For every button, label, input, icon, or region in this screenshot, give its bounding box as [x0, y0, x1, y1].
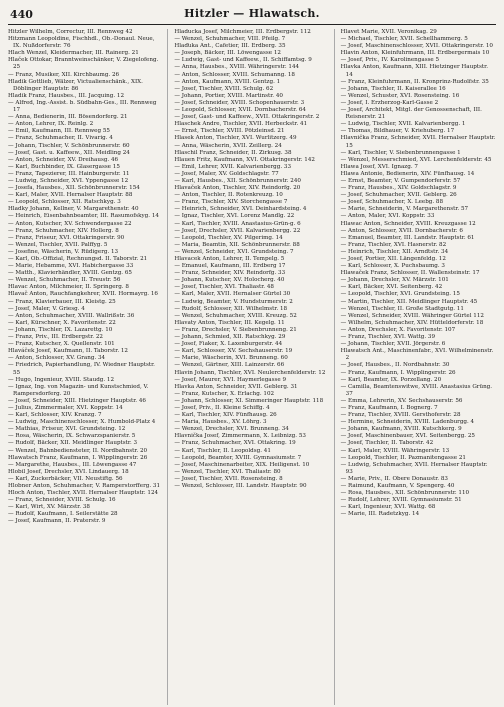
- directory-entry: — Karl, Hausbes., XII. Schönbrunnerstr. 240: [174, 177, 301, 184]
- directory-entry: Hladucka Josef, Milchmeier, III. Erdbergstr. 112: [174, 29, 311, 35]
- directory-entry: — Franz, Kaufmann, I. Wipplingerstr. 26: [340, 369, 456, 376]
- directory-entry: — Marie, Wäscherin, XVI. Brunneng. 60: [174, 355, 288, 362]
- directory-entry: — Karl, Buchbinder, IX. Glasergasse 15: [8, 163, 120, 170]
- directory-entry: — Matth., Klavierhändler, XVIII. Gentzg. 65: [8, 270, 132, 277]
- directory-entry: — Wenzel, Messerschmied, XVI. Lerchenfelderstr. 45: [340, 156, 492, 163]
- directory-entry: Hitzmann Leopoldine, Fischhdl., Ob.-Donaul. Neue, IX. Nußdorferstr. 76: [8, 36, 155, 50]
- column-middle: [174, 29, 334, 705]
- directory-entry: — Rudolf, Lehrer, XVIII. Gymnasiumstr. 51: [340, 497, 462, 504]
- directory-entry: — Wenzel, Schuhmacher, II. Treustr. 56: [8, 277, 121, 284]
- directory-entry: — Wenzel, Gärtner, XIII. Lainzerstr. 66: [174, 362, 285, 369]
- directory-entry: — Heinrich, Eisenbahnbeamter, III. Rasumofskyg. 14: [8, 213, 159, 220]
- directory-entry: — Franz, Hausbes., XIV. Goldschlagstr. 9: [340, 185, 457, 192]
- directory-entry: — Johann, Schlosser, XI. Simmeringer Hauptstr. 118: [174, 397, 324, 404]
- directory-entry: — Karl, Tischler, XVIII. Anastasius-Grün-g. 6: [174, 220, 301, 227]
- directory-entry: — Karl, Ob.-Offizial, Rechnungsd. II. Taborstr. 21: [8, 256, 148, 262]
- directory-entry: — Leopold, Tischler, II. Pazmanitengasse 21: [340, 454, 466, 461]
- directory-entry: — Martin, Tischler, XII. Meidlinger Hauptstr. 45: [340, 298, 478, 305]
- directory-entry: — Karl, Bäcker, XVI. Seitenberg. 42: [340, 284, 443, 291]
- directory-entry: — Emma, Lehrerin, XV. Sechshauserstr. 56: [340, 397, 463, 404]
- directory-entry: Hlaschil Franz, Schneider, II. Zirkusg. 38: [174, 149, 292, 156]
- directory-entry: — Franz, Tischler, XIV. Storchengasse 7: [174, 199, 288, 206]
- directory-entry: — Josef, Tischler, XVI. Thaliastr. 48: [174, 284, 274, 291]
- directory-entry: — Josef, Tischler, II. Taborstr. 42: [340, 440, 434, 447]
- directory-entry: — Ludwig, Tischler, XVII. Kalvarienbergg. 1: [340, 121, 466, 128]
- directory-entry: — Franz, Priv., III. Erdbergstr. 22: [8, 334, 103, 341]
- directory-entry: — Franz, Klavierbauer, III. Kleistg. 25: [8, 298, 116, 305]
- directory-entry: — Ludwig, Beamter, V. Hundsturmerstr. 2: [174, 298, 293, 305]
- directory-entry: Hlaček Ottokar, Branntweinschänker, V. Ziegelofeng. 25: [8, 57, 159, 71]
- directory-entry: — Josef, Maler, XV. Goldschlagstr. 77: [174, 170, 279, 177]
- directory-entry: — Wenzel, Schlosser, III. Landstr. Hauptstr. 90: [174, 483, 307, 489]
- directory-entry: — Johann, Drechsler, XV. Märzstr. 101: [340, 277, 449, 284]
- directory-entry: Hladky Johann, Kellner, V. Margarethenstr. 40: [8, 206, 139, 213]
- directory-entry: Hlavnička Josef, Zimmermann, X. Leibnizg. 53: [174, 433, 306, 440]
- directory-entry: — Wenzel, Schuhmacher, VIII. Pfeilg. 7: [174, 36, 286, 43]
- column-right: [341, 29, 496, 705]
- directory-entry: — Julius, Zimmermaler, XVI. Koppstr. 14: [8, 404, 123, 411]
- directory-entry: — Josef, Architekt, Mitgl. der Genossenschaft, III. Reisnerstr. 21: [340, 107, 482, 121]
- directory-entry: Hlavač Anton, Rauchfangkehrer, XVII. Hormayrg. 16: [8, 291, 158, 298]
- directory-entry: — Anton, Schuhmacher, XVIII. Wallrißstr. 36: [8, 312, 135, 319]
- directory-entry: — Franz, Schuhmacher, II. Vivarig. 4: [8, 135, 113, 142]
- directory-entry: — Margarethe, Hausbes., III. Löwengasse 47: [8, 461, 137, 468]
- directory-entry: — Wenzel, Schneider, XVIII. Währinger Gürtel 112: [340, 312, 484, 319]
- directory-entry: — Josef, Schuhmacher, XVII. Geblerg. 26: [340, 192, 457, 199]
- directory-entry: — Rosa, Wäscherin, IX. Schwarzspanierstr. 5: [8, 433, 136, 440]
- directory-entry: — Heinrich, Tischler, XII. Arndtstr. 34: [340, 248, 449, 255]
- directory-entry: — Karl, Kürschner, X. Favoritenstr. 22: [8, 319, 116, 326]
- directory-entry: Hlawa Antonie, Bedienerin, XIV. Fünfhausg. 14: [340, 170, 475, 177]
- directory-entry: — Josef, Maschinenarbeiter, XIX. Heiligenst. 10: [174, 461, 310, 468]
- directory-entry: — Anton, Drechsler, X. Favoritenstr. 107: [340, 326, 456, 333]
- directory-entry: — Ludwig, Maschinenschlosser, X. Humbold-Platz 4: [8, 419, 156, 426]
- directory-entry: — Ignaz, Tischler, XVI. Lorenz Mandlg. 22: [174, 213, 295, 220]
- directory-entry: — Josef, Maschinenbauer, XVI. Seitenbergg. 25: [340, 433, 475, 440]
- directory-entry: — Ludwig, Gast- und Kaffeew., II. Schiffamtsg. 9: [174, 57, 312, 64]
- directory-entry: Hlavka Anton, Kaufmann, XIII. Hietzinger Hauptstr. 14: [340, 64, 488, 78]
- directory-entry: — Franz, Schuhmacher, XVI. Ottakring. 19: [174, 440, 296, 447]
- directory-entry: Hlaschek Andre, Tischler, XVII. Herbeckstr. 41: [174, 121, 308, 128]
- directory-entry: — Johann, Portier, XVIII. Martinstr. 40: [174, 92, 283, 99]
- directory-entry: — Johann, Schmied, XII. Ratschkyg. 29: [174, 334, 286, 341]
- directory-entry: — Josefa, Hausbes., XII. Schönbrunnerstr. 154: [8, 185, 140, 192]
- directory-entry: — Hermine, Schneiderin, XVIII. Ladenburgg. 4: [340, 419, 475, 426]
- directory-entry: — Emil, Kaufmann, III. Rennweg 55: [8, 128, 110, 135]
- directory-entry: — Wilhelm, Schuhmacher, XIV. Hütteldorferstr. 18: [340, 319, 484, 326]
- directory-entry: — Anton, Lehrer, IX. Reinlg. 2: [8, 121, 94, 128]
- directory-entry: — Emil, Lehrer, XVII. Kalvarienbergg. 33: [174, 163, 292, 170]
- directory-entry: Hlawac Anton, Schneider, XVIII. Kreuzgasse 12: [340, 220, 476, 227]
- directory-entry: — Josef, Drechsler, XVII. Kalvarienbergg. 22: [174, 227, 301, 234]
- directory-entry: — Karl, Maler, XVII. Hernalser Gürtel 30: [174, 291, 291, 298]
- directory-entry: — Karl, Tischler, II. Leopoldsg. 41: [174, 447, 271, 454]
- directory-entry: — Anton, Kutscher, XV. Schwendergasse 22: [8, 220, 132, 227]
- directory-entry: — Mathias, Friseur, XVI. Grundsteing. 12: [8, 426, 126, 433]
- directory-entry: — Wenzel, Schneider, XVI. Grundsteing. 7: [174, 248, 294, 255]
- directory-entry: — Franz, Kaufmann, I. Bognerg. 7: [340, 404, 438, 411]
- directory-entry: Hlavka Anton, Schneider, XVII. Geblerg. 31: [174, 383, 298, 390]
- directory-entry: — Anton, Schlosser, XVIII. Schumanng. 18: [174, 71, 295, 78]
- directory-entry: — Ludwig, Schuhmacher, XVII. Hernalser Hauptstr. 93: [340, 461, 488, 475]
- directory-entry: — Anton, Tischler, II. Rotenkreuzg. 10: [174, 192, 283, 199]
- directory-entry: — Josef, Fiaker, X. Laxenburgerstr. 44: [174, 341, 283, 348]
- directory-entry: — Franz, Tischler, XVI. Wattg. 39: [340, 334, 436, 341]
- directory-entry: — Leopold, Beamter, XVIII. Gymnasiumstr. 7: [174, 454, 302, 461]
- directory-entry: — Ludwig, Schneider, XVI. Yppengasse 12: [8, 177, 129, 184]
- directory-entry: — Franz, Tapezierer, III. Hainburgerstr. 11: [8, 170, 130, 177]
- directory-entry: Hlavin Johann, Tischler, XVI. Neulerchenfelderstr. 12: [174, 369, 326, 376]
- directory-entry: — Anton, Schlosser, XV. Grang. 34: [8, 355, 106, 362]
- directory-entry: — Heinrich, Schneider, XVI. Deinhardsteing. 4: [174, 206, 307, 213]
- directory-entry: Hlawa Josef, XVI. Ignazg. 7: [340, 163, 418, 170]
- directory-entry: — Leopold, Schlosser, XII. Ratschkyg. 3: [8, 199, 121, 206]
- directory-entry: — Karl, Tischler, XIV. Fünfhausg. 26: [174, 412, 277, 419]
- directory-entry: — Karl, Beamter, IX. Porzellang. 20: [340, 376, 442, 383]
- directory-entry: — Anton, Maler, XVI. Koppstr. 33: [340, 213, 435, 220]
- directory-entry: — Josef, Priv., IV. Karolinengasse 5: [340, 57, 440, 64]
- directory-entry: Hladik Franz, Hausbes., III. Jacquing. 12: [8, 92, 125, 99]
- directory-entry: — Ignaz, Ing. von Magazin- und Kunstschmied, V. Rampersdorferg. 20: [8, 383, 149, 397]
- directory-entry: Hlach Wenzel, Kleidermacher, III. Rainerg. 21: [8, 50, 139, 57]
- directory-entry: Hlasek Anton, Tischler, XVI. Wurlitzerg. 49: [174, 135, 297, 142]
- directory-entry: — Rudolf, Kaufmann, I. Seilerstätte 28: [8, 511, 118, 518]
- directory-entry: — Rudolf, Schlosser, XII. Wilhelmstr. 18: [174, 305, 288, 312]
- directory-entry: — Leopold, Schlosser, XVII. Dornbacherstr. 64: [174, 107, 306, 114]
- directory-entry: — Johann, Kutscher, XV. Holocherg. 40: [174, 277, 285, 284]
- directory-entry: — Joseph, Bäcker, III. Löwengasse 12: [174, 50, 281, 57]
- directory-entry: Hlawatsch Franz, Kaufmann, I. Wipplingerstr. 26: [8, 454, 148, 461]
- directory-entry: — Johann, Tischler, XVII. Jörgerstr. 6: [340, 341, 446, 348]
- directory-entry: — Karl, Maler, XVII. Hernalser Hauptstr. 88: [8, 192, 133, 199]
- directory-entry: — Wenzel, Drechsler, XVI. Brunneng. 34: [174, 426, 289, 433]
- directory-entry: — Karl, Tischler, V. Siebenbrunnengasse 1: [340, 149, 461, 156]
- directory-entry: — Ernst, Beamter, V. Gumpendorferstr. 57: [340, 177, 461, 184]
- directory-entry: — Raimund, Kaufmann, V. Spengerg. 40: [340, 483, 455, 489]
- directory-entry: — Leopold, Tischler, XV. Pilgerimg. 14: [174, 234, 283, 241]
- directory-columns: [8, 29, 496, 705]
- directory-entry: — Josef, Tischler, XVII. Rosensteing. 8: [174, 475, 283, 482]
- directory-entry: — Josef, Maler, V. Griesg. 4: [8, 305, 85, 312]
- directory-entry: — Josef, Schneider, XVIII. Schopenhauerstr. 3: [174, 99, 305, 106]
- directory-entry: Hlavnička Franz, Schneider, XVII. Hernalser Hauptstr. 15: [340, 135, 496, 149]
- directory-entry: — Josef, Tischler, XVIII. Schulg. 62: [174, 85, 274, 92]
- directory-entry: Hladik Gottlieb, Wälzer, Victualienschänk., XIX. Döblinger Hauptstr. 86: [8, 78, 143, 92]
- directory-entry: — Camilla, Beamtenswitwe, XVIII. Anastasius Grüng. 37: [340, 383, 493, 397]
- directory-entry: — Anna, Bedienerin, III. Bösendorferg. 21: [8, 114, 128, 121]
- directory-entry: — Wenzel, Schuhmacher, XVIII. Kreuzg. 52: [174, 312, 297, 319]
- directory-entry: — Wenzel, Schuster, XVI. Rosensteing. 16: [340, 92, 460, 99]
- directory-entry: — Anton, Schlosser, XVII. Dornbacherstr. 6: [340, 227, 463, 234]
- directory-entry: — Wenzel, Tischler, XVII. Palffyg. 5: [8, 241, 108, 248]
- directory-entry: — Josef, Gast. u. Kaffeew., XII. Meidling 24: [8, 149, 130, 156]
- directory-entry: — Emanuel, Beamter, III. Landstr. Hauptstr. 61: [340, 234, 475, 241]
- directory-entry: Hlobner Anton, Schuhmacher, V. Ramperstorfferg. 31: [8, 483, 161, 489]
- directory-entry: — Marie, Hebamme, XVI. Habichergasse 33: [8, 263, 134, 270]
- directory-entry: Hloch Anton, Tischler, XVII. Hernalser Hauptstr. 124: [8, 490, 159, 497]
- page-header: [8, 6, 496, 25]
- directory-entry: — Marie, Priv., II. Obere Donaustr. 83: [340, 475, 448, 482]
- directory-entry: — Josef, Gast- und Kaffeew., XVII. Ottakringerstr. 2: [174, 114, 320, 121]
- directory-entry: — Maria, Hausbes., XV. Löhrg. 3: [174, 419, 267, 426]
- directory-entry: — Josef, Maschinenschlosser, XVII. Ottakringerstr. 10: [340, 43, 493, 50]
- directory-entry: — Johann, Kaufmann, XVIII. Kutschkerg. 9: [340, 426, 462, 433]
- directory-entry: — Karl, Schlosser, XIV. Kranzg. 7: [8, 412, 102, 419]
- directory-entry: — Anna, Hausbes., XVIII. Währingerstr. 144: [174, 64, 300, 71]
- directory-entry: — Franz, Schuhmacher, XIV. Hollerg. 8: [8, 227, 119, 234]
- directory-entry: — Josef, Hausbes., II. Nordbahnstr. 30: [340, 362, 450, 369]
- directory-entry: — Franz, Musiker, XII. Kirchbaumg. 26: [8, 71, 120, 78]
- directory-entry: Hlaďuka Ant., Cafetier, III. Erdberg. 35: [174, 43, 286, 50]
- running-head: Hitzler — Hlawatsch.: [184, 7, 320, 20]
- directory-entry: — Franz, Schneider, XVIII. Schulg. 16: [8, 497, 116, 504]
- directory-entry: — Franz, Schneider, XIV. Reindorfg. 33: [174, 270, 286, 277]
- directory-entry: — Wenzel, Bahnbediensteter, II. Nordbahnstr. 20: [8, 447, 148, 454]
- directory-entry: — Josef, I. Erzherzog-Karl-Gasse 2: [340, 99, 439, 106]
- directory-entry: — Alfred, Ing.-Assist. b. Südbahn-Ges., III. Rennweg 17: [8, 99, 157, 114]
- directory-entry: — Wenzel, Tischler, XVI. Thaliastr. 80: [174, 468, 281, 475]
- directory-entry: Hlawatsch Ant., Maschinenfabr., XVI. Wilhelminenstr. 2: [340, 348, 494, 362]
- directory-entry: — Johann, Tischler, V. Schönbrunnerstr. 60: [8, 142, 130, 149]
- directory-entry: — Rosa, Hausbes., XII. Schönbrunnerstr. 110: [340, 490, 470, 497]
- directory-entry: — Franz, Kleinfuhrmann, II. Kronprinz-Rudolfstr. 35: [340, 78, 489, 85]
- directory-entry: — Franz, Kutscher, X. Erlachg. 102: [174, 390, 275, 397]
- directory-entry: — Friedrich, Papierhandlung, IV. Wiedner Hauptstr. 55: [8, 362, 155, 376]
- directory-entry: — Wenzel, Tischler, II. Große Stadtgutg. 11: [340, 305, 464, 312]
- directory-entry: — Ernst, Tischler, XVIII. Pötzleinsd. 21: [174, 128, 285, 135]
- directory-entry: — Maria, Beamtin, XII. Schönbrunnerstr. 88: [174, 241, 300, 248]
- directory-entry: — Johann, Tischler, II. Kaiserallee 16: [340, 85, 446, 92]
- directory-entry: — Franz, Friseur, XVI. Ottakringerstr. 90: [8, 234, 125, 241]
- directory-entry: — Anna, Wäscherin, XVII. Zeillerg. 24: [174, 142, 282, 149]
- directory-entry: — Josef, Schneider, XIII. Hietzinger Hauptstr. 46: [8, 397, 146, 404]
- directory-entry: — Thomas, Bildhauer, V. Kriehuberg. 17: [340, 128, 455, 135]
- column-left: [8, 29, 168, 705]
- directory-entry: Hlobil Josef, Drechsler, XVI. Lindauerg. 18: [8, 468, 129, 475]
- directory-entry: — Josef, Schuhmacher, X. Leebg. 88: [340, 199, 444, 206]
- directory-entry: — Franz, Kutscher, X. Quellenstr. 101: [8, 341, 115, 348]
- directory-entry: — Rudolf, Bäcker, XII. Meidlinger Hauptstr. 3: [8, 440, 138, 447]
- directory-entry: Hlavacek Anton, Lehrer, II. Tempelg. 5: [174, 256, 285, 262]
- directory-entry: — Anton, Kaufmann, XVIII. Gentzg. 1: [174, 78, 281, 85]
- directory-entry: — Josefine, Wäscherin, V. Rüdigerg. 13: [8, 248, 119, 255]
- directory-entry: — Leopold, Tischler, XVI. Grundsteing. 15: [340, 291, 460, 298]
- directory-entry: — Johann, Tischler, IX. Lazarettg. 10: [8, 326, 113, 333]
- directory-entry: — Karl, Schlosser, XV. Sechshauserstr. 19: [174, 348, 293, 355]
- directory-entry: Hlavaty Anton, Tischler, III. Kegelg. 11: [174, 319, 285, 326]
- directory-entry: — Josef, Maurer, XVI. Haymerlegasse 9: [174, 376, 287, 383]
- directory-entry: Hlavaček Anton, Tischler, XIV. Reindorfg. 20: [174, 185, 301, 192]
- directory-entry: — Marie, Schneiderin, V. Margarethenstr. 57: [340, 206, 469, 213]
- directory-entry: — Josef, Portier, XII. Längenfeldg. 12: [340, 256, 446, 262]
- directory-entry: — Anton, Schneider, XV. Dreihausg. 46: [8, 156, 119, 163]
- directory-entry: — Marie, III. Radetzkyg. 14: [340, 511, 420, 518]
- directory-entry: Hitzler Wilhelm, Correctur, III. Rennweg 42: [8, 29, 133, 35]
- directory-entry: — Josef, Priv., II. Kleine Schiffg. 4: [174, 404, 270, 411]
- directory-entry: Hlauen Fritz, Kaufmann, XVI. Ottakringerstr. 142: [174, 156, 315, 163]
- directory-entry: — Karl, Schlosser, X. Puchsbaumg. 3: [340, 263, 445, 270]
- directory-entry: Hlavet Marie, XVII. Veronikag. 29: [340, 29, 437, 35]
- directory-entry: — Karl, Maler, XVIII. Währingerstr. 13: [340, 447, 450, 454]
- directory-entry: — Josef, Kaufmann, II. Praterstr. 9: [8, 518, 106, 525]
- directory-entry: — Franz, Tischler, XVI. Hasnerstr. 82: [340, 241, 447, 248]
- directory-entry: — Franz, Drechsler, V. Siebenbrunneng. 21: [174, 326, 297, 333]
- directory-entry: — Michael, Tischler, XVII. Schellhammerg. 5: [340, 36, 468, 43]
- directory-entry: — Franz, Tischler, XVIII. Gersthoferstr. 28: [340, 412, 461, 419]
- directory-entry: — Hugo, Ingenieur, XVIII. Staudg. 12: [8, 376, 115, 383]
- directory-entry: Hlawaček Franz, Schlosser, II. Wallensteinstr. 17: [340, 270, 480, 277]
- directory-entry: — Karl, Ingenieur, XVI. Wattg. 68: [340, 504, 436, 511]
- directory-entry: — Emanuel, Kaufmann, III. Erdberg 17: [174, 263, 286, 270]
- page-number: 440: [10, 8, 33, 21]
- directory-entry: — Karl, Wirt, XV. Märzstr. 38: [8, 504, 90, 511]
- directory-entry: — Karl, Zuckerbäcker, VII. Neustiftg. 56: [8, 475, 123, 482]
- directory-entry: Hlavin Anton, Kleinfuhrmann, III. Erdbergermais 10: [340, 50, 490, 57]
- directory-entry: Hlavac Anton, Milchmeier, II. Springerg. 8: [8, 284, 129, 291]
- directory-entry: Hlaváček Josef, Kaufmann, II. Taborstr. 12: [8, 348, 128, 355]
